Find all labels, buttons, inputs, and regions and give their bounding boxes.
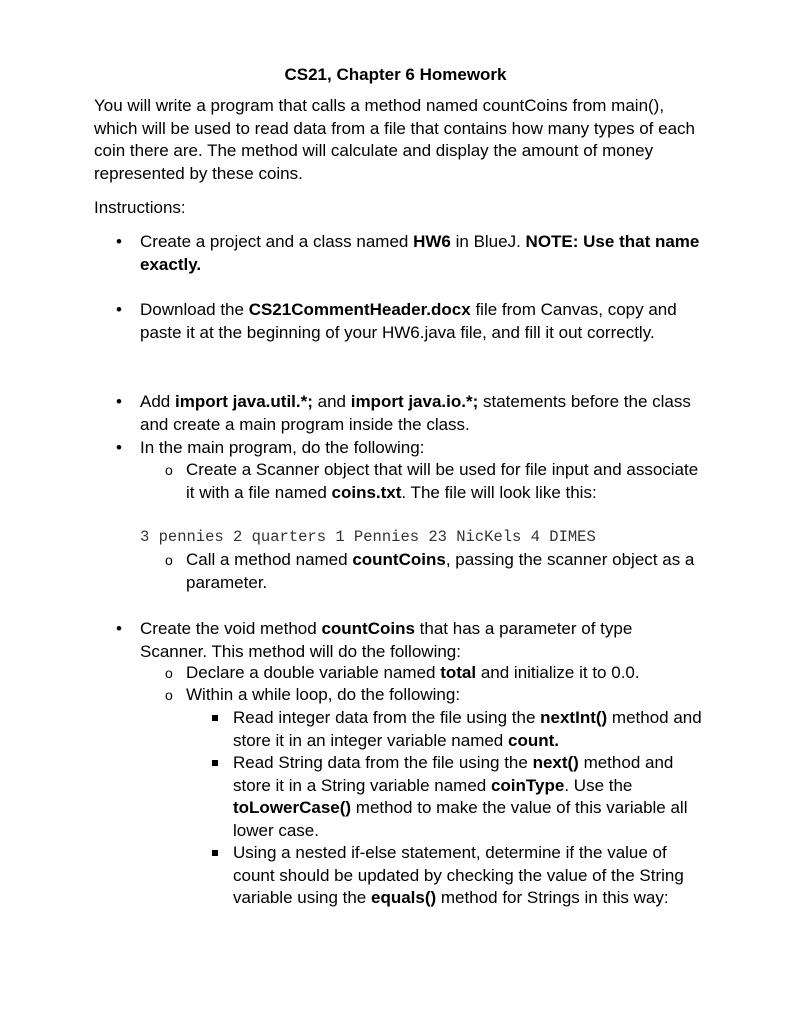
bold-text: import java.io.*; (350, 392, 479, 411)
bold-text: equals() (370, 888, 437, 907)
bullet-create-project (140, 231, 700, 276)
step-read-integer (233, 707, 703, 752)
text: Download the (140, 300, 249, 319)
step-read-string (233, 752, 703, 842)
bullet-add-imports (140, 391, 700, 436)
text: method and store it in a String variable named (233, 753, 674, 795)
text: method to make the value of this variable all lower case. (233, 798, 688, 840)
text: in BlueJ. (450, 232, 526, 251)
bold-text: CS21CommentHeader.docx (248, 300, 471, 319)
text: that has a parameter of type Scanner. This method will do the following: (140, 619, 633, 661)
text: Create a project and a class named (140, 232, 414, 251)
text: Create the void method (140, 619, 322, 638)
bold-text: next() (532, 753, 579, 772)
text: Using a nested if-else statement, determine if the value of count should be updated by checking the value of the String variable using the (233, 843, 684, 907)
page-title: CS21, Chapter 6 Homework (284, 65, 507, 84)
bold-text: toLowerCase() (233, 798, 352, 817)
bold-text: NOTE: Use that name exactly. (140, 232, 700, 274)
text: . The file will look like this: (401, 482, 597, 502)
step-nested-if-else (233, 842, 703, 910)
bold-text: HW6 (413, 232, 451, 251)
bullet-main-program: • In the main program, do the following: (140, 437, 700, 460)
bold-text: coins.txt (331, 482, 402, 502)
text: Read integer data from the file using the (233, 708, 541, 727)
bold-text: nextInt() (540, 708, 608, 727)
text: Create a Scanner object that will be used for file input and associate it with a file named (186, 460, 699, 502)
sub-while-loop: o Within a while loop, do the following: (186, 684, 701, 707)
bold-text: countCoins (321, 619, 415, 638)
text: method for Strings in this way: (436, 888, 669, 907)
sub-call-countcoins (186, 549, 701, 594)
sub-declare-total (186, 662, 701, 685)
text: Add (140, 392, 175, 411)
text: file from Canvas, copy and paste it at the beginning of your HW6.java file, and fill it out correctly. (140, 300, 677, 342)
text: . Use the (564, 775, 633, 795)
intro-paragraph: You will write a program that calls a method named countCoins from main(), which will be used to read data from a file that contains how many types of each coin there are. The method will calculate and display the amount of money represented by these coins. (94, 96, 695, 183)
bold-text: total (440, 663, 477, 682)
instructions-label: Instructions: (94, 198, 186, 217)
text: and (312, 392, 351, 411)
bold-text: coinType (490, 775, 565, 795)
text: , passing the scanner object as a parameter. (186, 550, 695, 592)
bold-text: import java.util.*; (174, 392, 313, 411)
text: Call a method named (186, 550, 353, 569)
bold-text: countCoins (352, 550, 446, 569)
code-sample: 3 pennies 2 quarters 1 Pennies 23 NicKels 4 DIMES (140, 528, 596, 546)
text: method and store it in an integer variable named (233, 708, 702, 750)
text: Read String data from the file using the (233, 753, 533, 772)
text: and initialize it to 0.0. (476, 663, 640, 682)
bold-text: count. (508, 730, 559, 750)
text: statements before the class and create a main program inside the class. (140, 392, 691, 434)
bullet-download-header (140, 299, 700, 344)
bullet-countcoins-method (140, 618, 700, 663)
sub-scanner-object (186, 459, 701, 504)
text: Declare a double variable named (186, 663, 441, 682)
